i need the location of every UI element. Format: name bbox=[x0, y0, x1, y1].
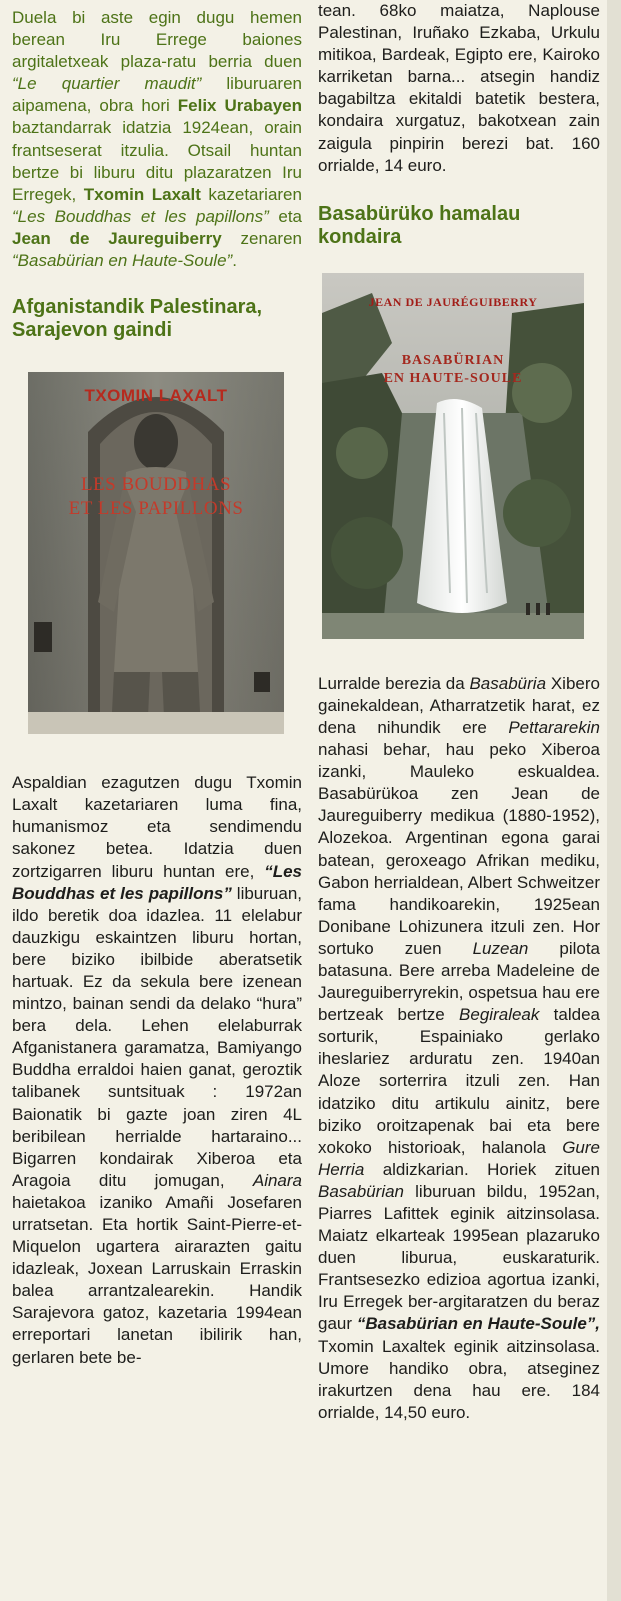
intro-paragraph bbox=[12, 7, 302, 272]
book-cover-les-bouddhas bbox=[28, 372, 284, 734]
body-italic: Begiraleak bbox=[459, 1005, 540, 1025]
body-italic: Gure Herria bbox=[318, 1137, 600, 1179]
article-basaburian-body bbox=[318, 673, 600, 1424]
section-heading-afganistandik: Afganistandik Palestinara, Sarajevon gaindi bbox=[12, 296, 263, 342]
adjacent-page-edge bbox=[607, 0, 621, 1601]
body-italic: Basabüria bbox=[469, 673, 547, 693]
waterfall-image bbox=[322, 273, 584, 639]
intro-text: eta bbox=[268, 206, 303, 226]
body-text: Lurralde berezia da bbox=[318, 673, 470, 693]
article-bouddhas-body bbox=[12, 772, 302, 1369]
body-italic: Ainara bbox=[252, 1170, 302, 1190]
body-text: haietakoa izaniko Amañi Josefaren urratsetan. Eta hortik Saint-Pierre-et-Miquelon ugartera airarazten gaitu idazleak, Joxean Larruskain Erraskin balea arrantzalearekin. Handik Sarajevora gatoz, kazetaria 1994ean erreportari lanetan ibilirik han, gerlaren bete be- bbox=[12, 1192, 302, 1367]
body-text: Aspaldian ezagutzen dugu Txomin Laxalt kazetariaren luma fina, humanismoz eta sendimendu sakonez betea. Idatzia duen zortzigarren liburu huntan ere, bbox=[12, 773, 302, 881]
intro-text: zenaren bbox=[221, 228, 302, 248]
body-text: liburuan, ildo beretik doa idazlea. 11 elelabur dauzkigu eskaintzen liburu hortan, bere biziko ibilbide aberatsetik hartuak. Ez da sekula bere izenean mintzo, bainan sendi da delako “hura” bera dela. Lehen elelaburrak Afganistanera garamatza, Bamiyango Buddha erraldoi haien ganat, geroztik talibanek suntsituak : 1972an Baionatik bi gazte joan ziren 4L beribilean herrialde hartaraino... Bigarren kondairak Xiberoa eta Aragoia ditu jomugan, bbox=[12, 883, 303, 1190]
cover-title-line: BASABÜRIAN bbox=[401, 352, 505, 368]
body-text: liburuan bildu, 1952an, Piarres Lafittek eginik aitzinsolasa. Maiatz elkarteak 1995ean plazaruko duen liburua, euskaraturik. Frantsesezko edizioa agortua izanki, Iru Erregek ber-argitaratzen du beraz gaur bbox=[318, 1181, 600, 1334]
intro-author-jaureguiberry: Jean de Jaureguiberry bbox=[12, 228, 222, 248]
body-text: aldizkarian. Horiek zituen bbox=[364, 1159, 600, 1179]
body-text: taldea sorturik, Espainiako gerlako iheslariez arduratu zen. 1940an Aloze sorterrira itzuli zen. Han idatziko ditu artikulu ainitz, bere biziko oroitzapenak bai eta bere xokoko historioak, halanola bbox=[318, 1005, 600, 1157]
body-text: pilota batasuna. Bere arreba Madeleine de Jaureguiberryrekin, ospetsua hau ere bertzeak bertze bbox=[318, 938, 600, 1025]
book-cover-basaburian bbox=[322, 273, 584, 639]
intro-title-quartier: “Le quartier maudit” bbox=[12, 74, 202, 94]
intro-text: liburuaren aipamena, obra hori bbox=[12, 74, 303, 116]
body-text: nahasi behar, hau peko Xiberoa izanki, Mauleko eskualdea. Basabürükoa zen Jean de Jaureguiberry medikua (1880-1952), Alozekoa. Argentinan egona garai batean, geroxeago Afrikan mediku, Gabon herrialdean, Albert Schweitzer fama handikoarekin, 1925ean Donibane Lohizunera itzuli zen. Hor sortuko zuen bbox=[318, 740, 600, 958]
intro-text: . bbox=[232, 251, 237, 271]
intro-author-urabayen: Felix Urabayen bbox=[177, 96, 302, 116]
right-column bbox=[318, 0, 600, 1424]
body-title-bouddhas: “Les Bouddhas et les papillons” bbox=[12, 861, 302, 903]
body-title-basaburian: “Basabürian en Haute-Soule”, bbox=[356, 1314, 600, 1334]
intro-text: kazetariaren bbox=[200, 184, 302, 204]
body-italic: Basabürian bbox=[318, 1181, 405, 1201]
intro-text: baztandarrak idatzia 1924ean, orain frantseserat itzulia. Otsail huntan bertze bi liburu ditu plazaratzen Iru Erregek, bbox=[12, 118, 302, 204]
body-italic: Pettararekin bbox=[508, 717, 600, 737]
buddha-statue-image bbox=[28, 372, 284, 734]
section-heading-basaburuko: Basabürüko hamalau kondaira bbox=[318, 202, 521, 248]
left-column bbox=[12, 0, 302, 1369]
cover-title-line: EN HAUTE-SOULE bbox=[383, 370, 523, 386]
intro-title-basaburian: “Basabürian en Haute-Soule” bbox=[12, 251, 233, 271]
intro-author-laxalt: Txomin Laxalt bbox=[83, 184, 201, 204]
cover-author: TXOMIN LAXALT bbox=[84, 386, 228, 406]
intro-text: Duela bi aste egin dugu hemen berean Iru Errege baiones argitaletxeak plaza-ratu berria duen bbox=[12, 8, 302, 72]
article-bouddhas-continued: tean. 68ko maiatza, Naplouse Palestinan, Iruñako Ezkaba, Urkulu mitikoa, Bardeak, Egipto ere, Kairoko karriketan barna... atsegin handiz bagabiltza ekitaldi batetik bestera, kondaira xurgatuz, bakotxean zain zaigula pinpirin berezi bat. 160 orrialde, 14 euro. bbox=[318, 1, 600, 175]
body-text: Xibero gainekaldean, Atharratzetik harat, ez dena nihundik ere bbox=[318, 673, 600, 737]
cover-title-line: LES BOUDDHAS bbox=[80, 474, 232, 496]
intro-title-bouddhas: “Les Bouddhas et les papillons” bbox=[12, 206, 269, 226]
body-text: Txomin Laxaltek eginik aitzinsolasa. Umore handiko obra, atseginez irakurtzen dena hau ere. 184 orrialde, 14,50 euro. bbox=[318, 1336, 600, 1422]
body-italic: Luzean bbox=[472, 938, 529, 958]
cover-author: JEAN DE JAURÉGUIBERRY bbox=[368, 294, 538, 309]
cover-title-line: ET LES PAPILLONS bbox=[68, 498, 244, 520]
